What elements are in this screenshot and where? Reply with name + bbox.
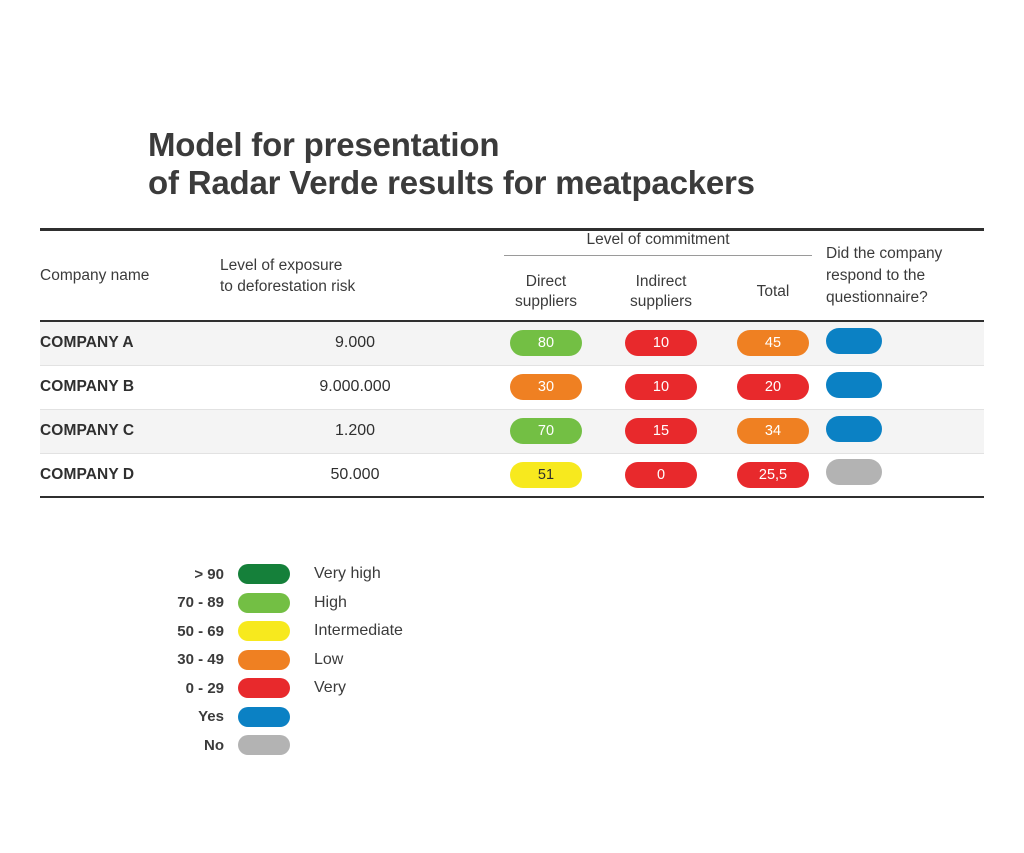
pill-responded xyxy=(826,372,882,398)
header-direct-line1: Direct xyxy=(525,273,567,290)
pill-indirect: 15 xyxy=(625,418,697,444)
legend-swatch xyxy=(238,621,290,641)
legend-swatch xyxy=(238,593,290,613)
legend-item xyxy=(148,617,568,646)
header-direct-line2: suppliers xyxy=(514,293,578,310)
legend-swatch xyxy=(238,707,290,727)
legend-label: High xyxy=(314,593,347,611)
pill-indirect: 10 xyxy=(625,330,697,356)
pill-indirect: 0 xyxy=(625,462,697,488)
legend xyxy=(148,560,568,760)
header-responded-line1: Did the company xyxy=(826,244,943,262)
table-row xyxy=(40,365,984,409)
table-row xyxy=(40,409,984,453)
legend-swatch xyxy=(238,678,290,698)
row-total xyxy=(720,321,826,365)
legend-range: 30 - 49 xyxy=(177,651,224,669)
results-table-wrapper xyxy=(40,228,984,498)
row-responded xyxy=(826,453,984,497)
header-indirect-suppliers xyxy=(602,264,720,320)
legend-range: 70 - 89 xyxy=(177,594,224,612)
header-responded-line2: respond to the xyxy=(826,266,926,284)
legend-label: Low xyxy=(314,650,344,668)
legend-swatch xyxy=(238,564,290,584)
header-commitment-group xyxy=(490,231,826,264)
legend-item xyxy=(148,560,568,589)
header-commitment-label: Level of commitment xyxy=(586,231,730,248)
row-indirect xyxy=(602,453,720,497)
row-responded xyxy=(826,321,984,365)
legend-item xyxy=(148,703,568,732)
pill-total: 45 xyxy=(737,330,809,356)
row-direct xyxy=(490,453,602,497)
pill-indirect: 10 xyxy=(625,374,697,400)
header-total: Total xyxy=(756,283,790,300)
row-company-name: COMPANY D xyxy=(40,453,220,497)
pill-responded xyxy=(826,459,882,485)
legend-label: Very high xyxy=(314,565,381,583)
row-responded xyxy=(826,409,984,453)
title-line-1: Model for presentation xyxy=(148,126,500,163)
row-total xyxy=(720,453,826,497)
page-title xyxy=(148,126,908,202)
row-indirect xyxy=(602,409,720,453)
table-bottom-rule xyxy=(40,497,984,498)
legend-item xyxy=(148,731,568,760)
pill-direct: 30 xyxy=(510,374,582,400)
legend-item xyxy=(148,589,568,618)
row-total xyxy=(720,409,826,453)
row-company-name: COMPANY C xyxy=(40,409,220,453)
legend-item xyxy=(148,674,568,703)
header-indirect-line1: Indirect xyxy=(635,273,687,290)
legend-swatch xyxy=(238,735,290,755)
legend-range: No xyxy=(204,736,224,754)
row-direct xyxy=(490,365,602,409)
row-direct xyxy=(490,409,602,453)
legend-range: 0 - 29 xyxy=(185,679,224,697)
row-total xyxy=(720,365,826,409)
header-group-row xyxy=(40,231,984,264)
row-exposure: 1.200 xyxy=(220,409,490,453)
commitment-underline xyxy=(504,255,812,256)
legend-range: Yes xyxy=(198,708,224,726)
legend-label: Very xyxy=(314,679,347,697)
legend-range: > 90 xyxy=(194,565,224,583)
pill-responded xyxy=(826,328,882,354)
table-row xyxy=(40,321,984,365)
legend-label: Intermediate xyxy=(314,622,403,640)
row-direct xyxy=(490,321,602,365)
pill-total: 34 xyxy=(737,418,809,444)
header-direct-suppliers xyxy=(490,264,602,320)
row-exposure: 9.000 xyxy=(220,321,490,365)
header-responded-line3: questionnaire? xyxy=(826,288,928,306)
pill-direct: 51 xyxy=(510,462,582,488)
row-exposure: 9.000.000 xyxy=(220,365,490,409)
header-exposure-line1: Level of exposure xyxy=(220,256,343,274)
legend-range: 50 - 69 xyxy=(177,622,224,640)
pill-responded xyxy=(826,416,882,442)
title-line-2: of Radar Verde results for meatpackers xyxy=(148,164,755,201)
header-exposure xyxy=(220,231,490,320)
header-indirect-line2: suppliers xyxy=(629,293,693,310)
results-table xyxy=(40,228,984,498)
row-indirect xyxy=(602,365,720,409)
legend-swatch xyxy=(238,650,290,670)
table-row xyxy=(40,453,984,497)
legend-item xyxy=(148,646,568,675)
pill-total: 25,5 xyxy=(737,462,809,488)
pill-total: 20 xyxy=(737,374,809,400)
row-company-name: COMPANY B xyxy=(40,365,220,409)
row-company-name: COMPANY A xyxy=(40,321,220,365)
row-indirect xyxy=(602,321,720,365)
header-company-name: Company name xyxy=(40,266,150,284)
row-responded xyxy=(826,365,984,409)
header-responded xyxy=(826,231,984,320)
pill-direct: 80 xyxy=(510,330,582,356)
row-exposure: 50.000 xyxy=(220,453,490,497)
header-exposure-line2: to deforestation risk xyxy=(220,277,356,295)
pill-direct: 70 xyxy=(510,418,582,444)
